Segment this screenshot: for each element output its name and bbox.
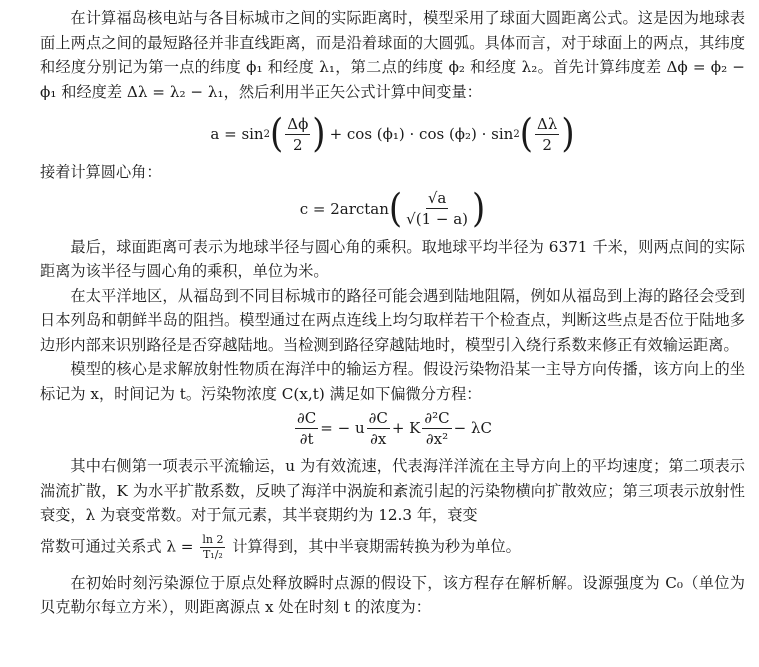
paragraph-central-angle: 接着计算圆心角： [40,163,162,181]
paragraph-analytic-solution: 在初始时刻污染源位于原点处释放瞬时点源的假设下，该方程存在解析解。设源强度为 C₀（单位为贝克勒尔每立方米），则距离源点 x 处在时刻 t 的浓度为： [40,573,745,616]
fraction-dC-dt: $\frac{\partial C}{\partial t}$ [297,408,317,448]
paragraph-sphere-distance: 最后，球面距离可表示为地球半径与圆心角的乘积。取地球平均半径为 6371 千米，则两点间的实际距离为该半径与圆心角的乘积，单位为米。 [40,237,745,280]
fraction-delta-phi: $\frac{\Delta\phi}{2}$ [287,114,309,154]
fraction-dC-dx: $\frac{\partial C}{\partial x}$ [368,408,388,448]
document-page [0,6,759,667]
formula-c-lhs: c = 2arctan [299,199,389,218]
haversine-formula: a = sin 2 ( $\frac{\Delta\phi}{2}$ ) + cos (ϕ₁) · cos (ϕ₂) · sin 2 ( $\frac{\Delta\lambda}{2}$ ) [210,111,575,157]
formula-a-lhs: a = sin [210,125,264,143]
central-angle-formula: c = 2arctan ( $\frac{√a}{√(1 - a)}$ ) [299,185,486,232]
fraction-d2C-dx2: $\frac{\text{∂²C}}{\text{∂x²}}$ [424,408,450,448]
paragraph-land-obstacle: 在太平洋地区，从福岛到不同目标城市的路径可能会遇到陆地阻隔，例如从福岛到上海的路径会受到日本列岛和朝鲜半岛的阻挡。模型通过在两点连线上均匀取样若干个检查点，判断这些点是否位于陆地多边形内部来识别路径是否穿越陆地。当检测到路径穿越陆地时，模型引入绕行系数来修正有效输运距离。 [40,286,745,354]
formula-a-middle: + cos (ϕ₁) · cos (ϕ₂) · sin [329,125,514,143]
paragraph-distance-intro: 在计算福岛核电站与各目标城市之间的实际距离时，模型采用了球面大圆距离公式。这是因为地球表面上两点之间的最短路径并非直线距离，而是沿着球面的大圆弧。具体而言，对于球面上的两点，其纬度和经度分别记为第一点的纬度 ϕ₁ 和经度 λ₁，第二点的纬度 ϕ₂ 和经度 λ₂。首先计算纬度差 Δϕ = ϕ₂ − ϕ₁ 和经度差 Δλ = λ₂ − λ₁，然后利用半正矢公式计算中间变量： [40,9,745,101]
fraction-delta-lambda: $\frac{\Delta\lambda}{2}$ [536,114,558,154]
paragraph-decay-constant: 常数可通过关系式 λ = $\frac{\ln 2}{\text{T₁/₂}}$ 计算得到，其中半衰期需转换为秒为单位。 [40,532,521,561]
advection-diffusion-equation: $\frac{\partial C}{\partial t}$ = − u $\frac{\partial C}{\partial x}$ + K $\frac{\text{∂²C}}{\text{∂x²}}$ − λC [297,408,492,448]
fraction-sqrt: $\frac{√a}{√(1 - a)}$ [406,189,469,228]
paragraph-transport-equation: 模型的核心是求解放射性物质在海洋中的输运方程。假设污染物沿某一主导方向传播，该方向上的坐标记为 x，时间记为 t。污染物浓度 C(x,t) 满足如下偏微分方程： [40,360,745,403]
paragraph-terms-explanation: 其中右侧第一项表示平流输运，u 为有效流速，代表海洋洋流在主导方向上的平均速度；第二项表示湍流扩散，K 为水平扩散系数，反映了海洋中涡旋和紊流引起的污染物横向扩散效应；第三项表示放射性衰变，λ 为衰变常数。对于氚元素，其半衰期约为 12.3 年，衰变 [40,457,745,524]
fraction-ln2-half-life: $\frac{\ln 2}{\text{T₁/₂}}$ [202,532,224,561]
